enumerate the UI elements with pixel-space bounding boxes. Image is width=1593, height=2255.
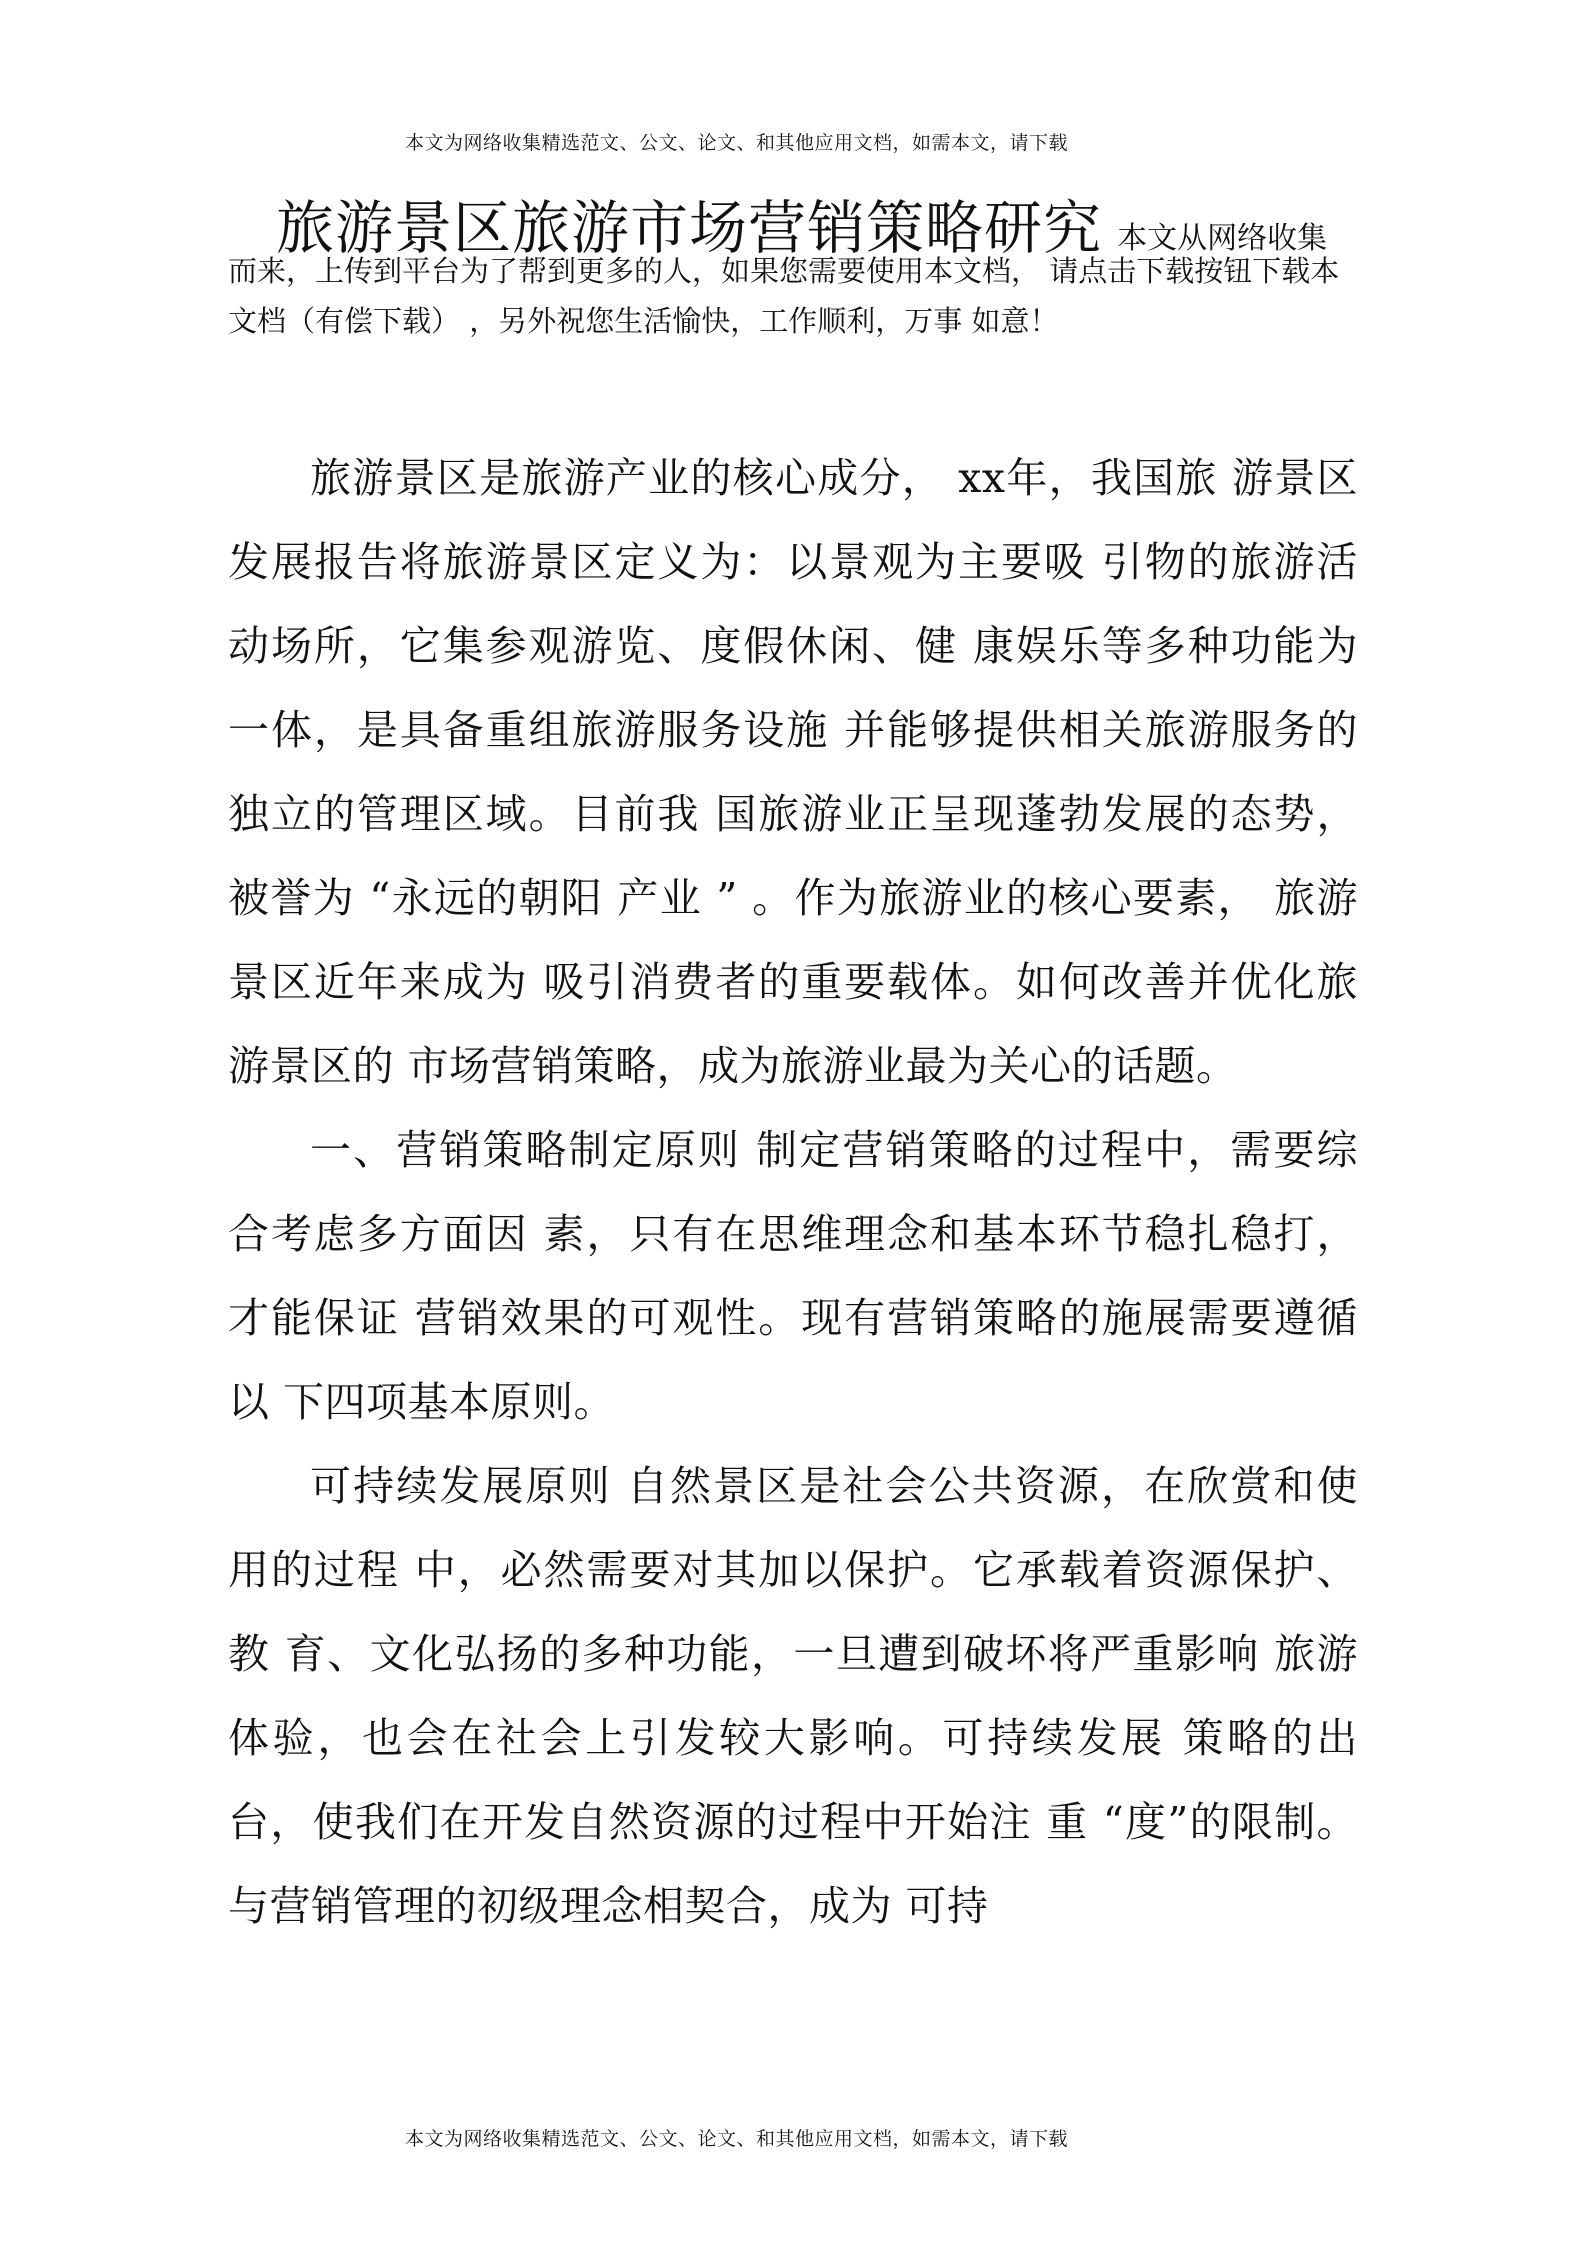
page-footer bbox=[0, 2124, 1593, 2151]
footer-text: 本文为网络收集精选范文、公文、论文、和其他应用文档，如需本文，请下载 bbox=[404, 2128, 1068, 2150]
paragraph: 一、营销策略制定原则 制定营销策略的过程中，需要综合考虑多方面因 素，只有在思维理念和基本环节稳扎稳打，才能保证 营销效果的可观性。现有营销策略的施展需要遵循以 下四项基本原则。 bbox=[228, 1126, 1358, 1426]
document-title: 旅游景区旅游市场营销策略研究 bbox=[276, 194, 1103, 262]
document-body bbox=[228, 436, 1358, 1948]
title-block bbox=[228, 192, 1368, 346]
paragraph: 旅游景区是旅游产业的核心成分， xx年，我国旅 游景区发展报告将旅游景区定义为：以景观为主要吸 引物的旅游活动场所，它集参观游览、度假休闲、健 康娱乐等多种功能为一体，是具备重组旅游服务设施 并能够提供相关旅游服务的独立的管理区域。目前我 国旅游业正呈现蓬勃发展的态势， 被誉为 “永远的朝阳 产业 ” 。作为旅游业的核心要素， 旅游景区近年来成为 吸引消费者的重要载体。如何改善并优化旅游景区的 市场营销策略，成为旅游业最为关心的话题。 bbox=[228, 454, 1358, 1090]
paragraph: 可持续发展原则 自然景区是社会公共资源，在欣赏和使用的过程 中，必然需要对其加以保护。它承载着资源保护、教 育、文化弘扬的多种功能，一旦遭到破坏将严重影响 旅游体验，也会在社会上引发较大影响。可持续发展 策略的出台，使我们在开发自然资源的过程中开始注 重 “度”的限制。与营销管理的初级理念相契合，成为 可持 bbox=[228, 1462, 1358, 1930]
title-note-rest: 而来，上传到平台为了帮到更多的人，如果您需要使用本文档， 请点击下载按钮下载本文档（有偿下载） ，另外祝您生活愉快，工作顺利，万事 如意！ bbox=[228, 254, 1340, 338]
title-note-inline: 本文从网络收集 bbox=[1117, 221, 1328, 256]
page-header bbox=[0, 128, 1593, 155]
header-text: 本文为网络收集精选范文、公文、论文、和其他应用文档，如需本文，请下载 bbox=[404, 132, 1068, 154]
